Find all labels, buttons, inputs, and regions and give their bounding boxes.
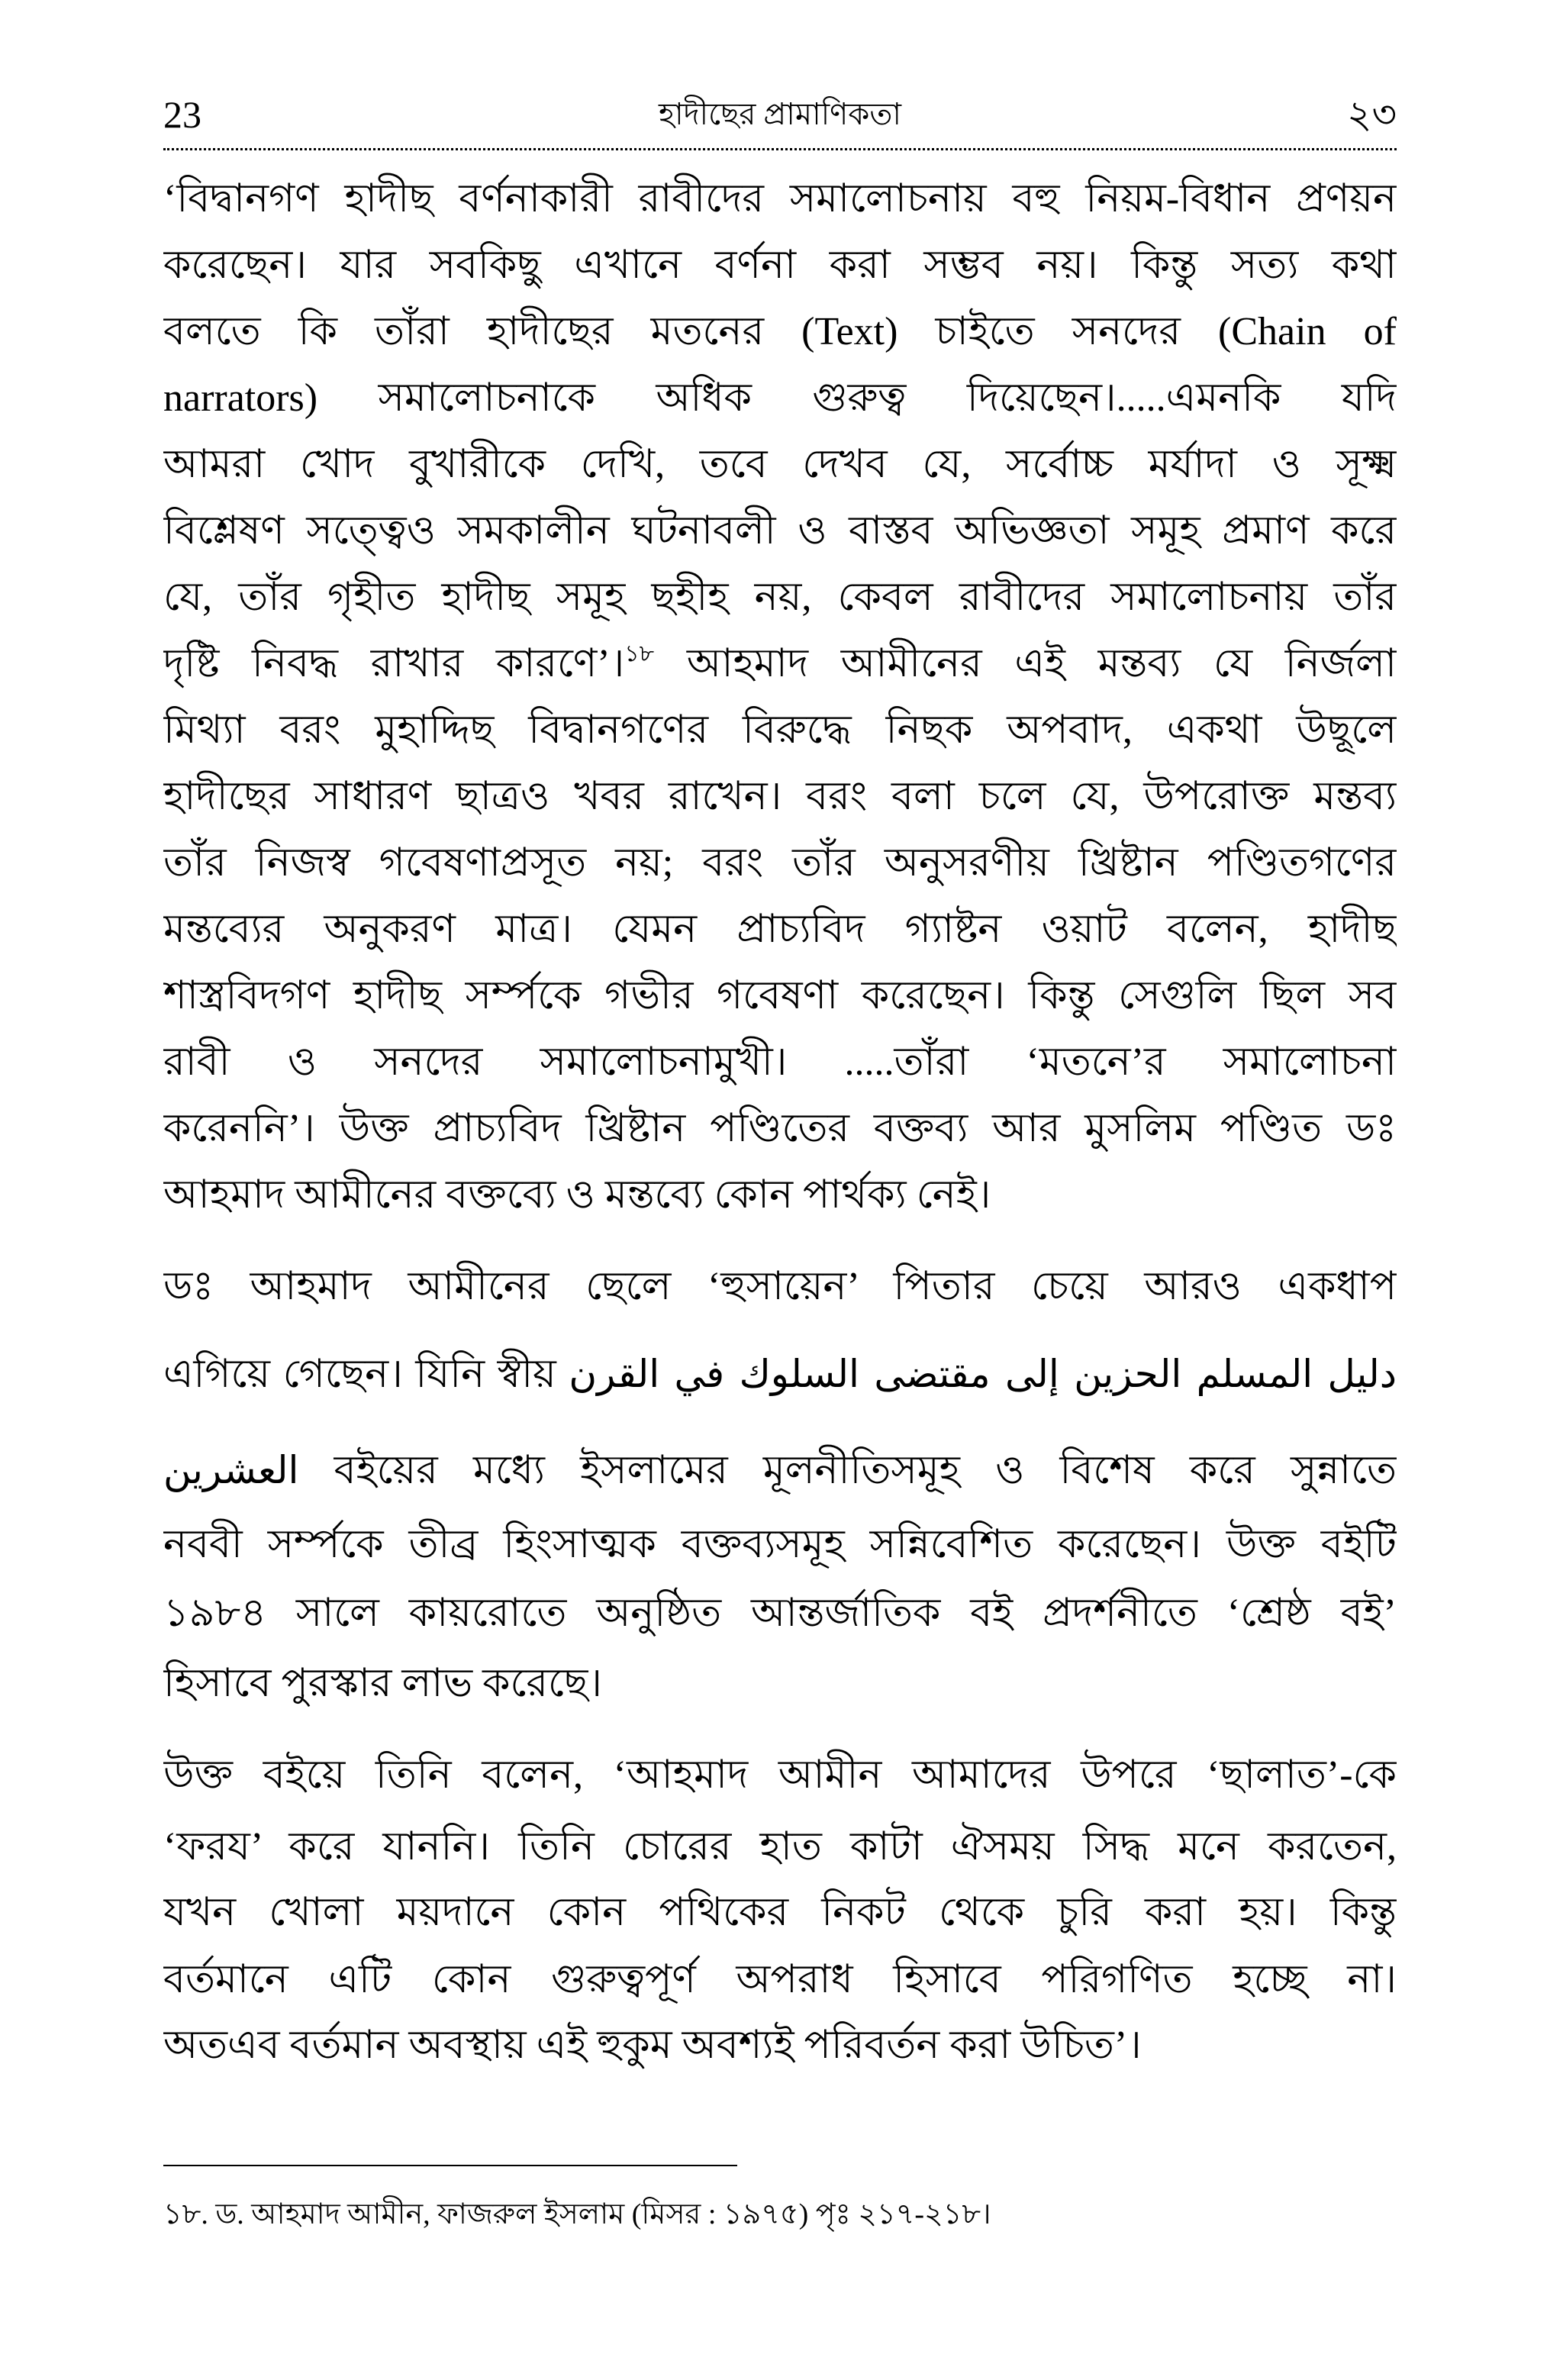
text-line bbox=[163, 1340, 1397, 1408]
running-header bbox=[163, 90, 1397, 139]
text-line: করেননি’। উক্ত প্রাচ্যবিদ খ্রিষ্টান পণ্ডিতের বক্তব্য আর মুসলিম পণ্ডিত ডঃ bbox=[163, 1107, 1397, 1150]
text-line: উক্ত বইয়ে তিনি বলেন, ‘আহমাদ আমীন আমাদের উপরে ‘ছালাত’-কে bbox=[163, 1753, 1397, 1797]
page-number-latin: 23 bbox=[163, 93, 201, 136]
text-line: তাঁর নিজস্ব গবেষণাপ্রসূত নয়; বরং তাঁর অনুসরণীয় খ্রিষ্টান পণ্ডিতগণের bbox=[163, 841, 1397, 885]
text-line: মিথ্যা বরং মুহাদ্দিছ বিদ্বানগণের বিরুদ্ধে নিছক অপবাদ, একথা উছূলে bbox=[163, 708, 1397, 752]
text-segment: আহমাদ আমীনের এই মন্তব্য যে নির্জলা bbox=[686, 642, 1397, 685]
text-line: ডঃ আহমাদ আমীনের ছেলে ‘হুসায়েন’ পিতার চেয়ে আরও একধাপ bbox=[163, 1265, 1397, 1308]
text-line: হিসাবে পুরস্কার লাভ করেছে। bbox=[163, 1662, 602, 1705]
text-line: যখন খোলা ময়দানে কোন পথিকের নিকট থেকে চুরি করা হয়। কিন্তু bbox=[163, 1891, 1397, 1934]
text-line: ‘বিদ্বানগণ হাদীছ বর্ণনাকারী রাবীদের সমালোচনায় বহু নিয়ম-বিধান প্রণয়ন bbox=[163, 177, 1397, 221]
text-line: হাদীছের সাধারণ ছাত্রও খবর রাখেন। বরং বলা চলে যে, উপরোক্ত মন্তব্য bbox=[163, 775, 1397, 818]
text-line: অতএব বর্তমান অবস্থায় এই হুকুম অবশ্যই পরিবর্তন করা উচিত’। bbox=[163, 2024, 1142, 2067]
text-line: করেছেন। যার সবকিছু এখানে বর্ণনা করা সম্ভব নয়। কিন্তু সত্য কথা bbox=[163, 243, 1397, 287]
text-line bbox=[163, 1437, 1397, 1504]
footnote-reference: ১৮ bbox=[624, 641, 655, 666]
arabic-book-title: دليل المسلم الحزين إلى مقتضى السلوك في القرن bbox=[569, 1352, 1397, 1396]
page-number-bengali: ২৩ bbox=[1346, 93, 1397, 136]
text-line: narrators) সমালোচনাকে অধিক গুরুত্ব দিয়েছেন।.....এমনকি যদি bbox=[163, 376, 1397, 420]
text-line: আমরা খোদ বুখারীকে দেখি, তবে দেখব যে, সর্বোচ্চ মর্যাদা ও সূক্ষ্ম bbox=[163, 443, 1397, 486]
header-dotted-rule bbox=[163, 148, 1397, 150]
text-line: নববী সর্ম্পকে তীব্র হিংসাত্মক বক্তব্যসমূহ সন্নিবেশিত করেছেন। উক্ত বইটি bbox=[163, 1523, 1397, 1566]
text-segment: এগিয়ে গেছেন। যিনি স্বীয় bbox=[163, 1353, 556, 1396]
text-line: শাস্ত্রবিদগণ হাদীছ সর্ম্পকে গভীর গবেষণা করেছেন। কিন্তু সেগুলি ছিল সব bbox=[163, 974, 1397, 1017]
text-line: যে, তাঁর গৃহীত হাদীছ সমূহ ছহীহ নয়, কেবল রাবীদের সমালোচনায় তাঁর bbox=[163, 576, 1397, 619]
text-line: ১৯৮৪ সালে কায়রোতে অনুষ্ঠিত আন্তর্জাতিক বই প্রদর্শনীতে ‘শ্রেষ্ঠ বই’ bbox=[163, 1592, 1397, 1635]
footnote-rule bbox=[163, 2165, 737, 2166]
text-line: বলতে কি তাঁরা হাদীছের মতনের (Text) চাইতে সনদের (Chain of bbox=[163, 310, 1397, 353]
running-title: হাদীছের প্রামাণিকতা bbox=[659, 97, 901, 131]
text-line: বর্তমানে এটি কোন গুরুত্বপূর্ণ অপরাধ হিসাবে পরিগণিত হচ্ছে না। bbox=[163, 1958, 1397, 2001]
text-line: রাবী ও সনদের সমালোচনামুখী। .....তাঁরা ‘মতনে’র সমালোচনা bbox=[163, 1040, 1397, 1084]
text-segment: দৃষ্টি নিবদ্ধ রাখার কারণে’। bbox=[163, 642, 625, 685]
text-line: বিশ্লেষণ সত্ত্বেও সমকালীন ঘটনাবলী ও বাস্তব অভিজ্ঞতা সমূহ প্রমাণ করে bbox=[163, 509, 1397, 553]
footnote: ১৮. ড. আহমাদ আমীন, ফাজরুল ইসলাম (মিসর : ১৯৭৫) পৃঃ ২১৭-২১৮। bbox=[163, 2198, 991, 2230]
text-line: ‘ফরয’ করে যাননি। তিনি চোরের হাত কাটা ঐসময় সিদ্ধ মনে করতেন, bbox=[163, 1825, 1397, 1869]
arabic-book-title: العشرين bbox=[163, 1448, 299, 1492]
text-line bbox=[163, 630, 1397, 698]
text-line: মন্তব্যের অনুকরণ মাত্র। যেমন প্রাচ্যবিদ গ্যাষ্টন ওয়াট বলেন, হাদীছ bbox=[163, 908, 1397, 951]
text-segment: বইয়ের মধ্যে ইসলামের মূলনীতিসমূহ ও বিশেষ করে সুন্নাতে bbox=[334, 1449, 1397, 1492]
text-line: আহমাদ আমীনের বক্তব্যে ও মন্তব্যে কোন পার্থক্য নেই। bbox=[163, 1173, 991, 1217]
